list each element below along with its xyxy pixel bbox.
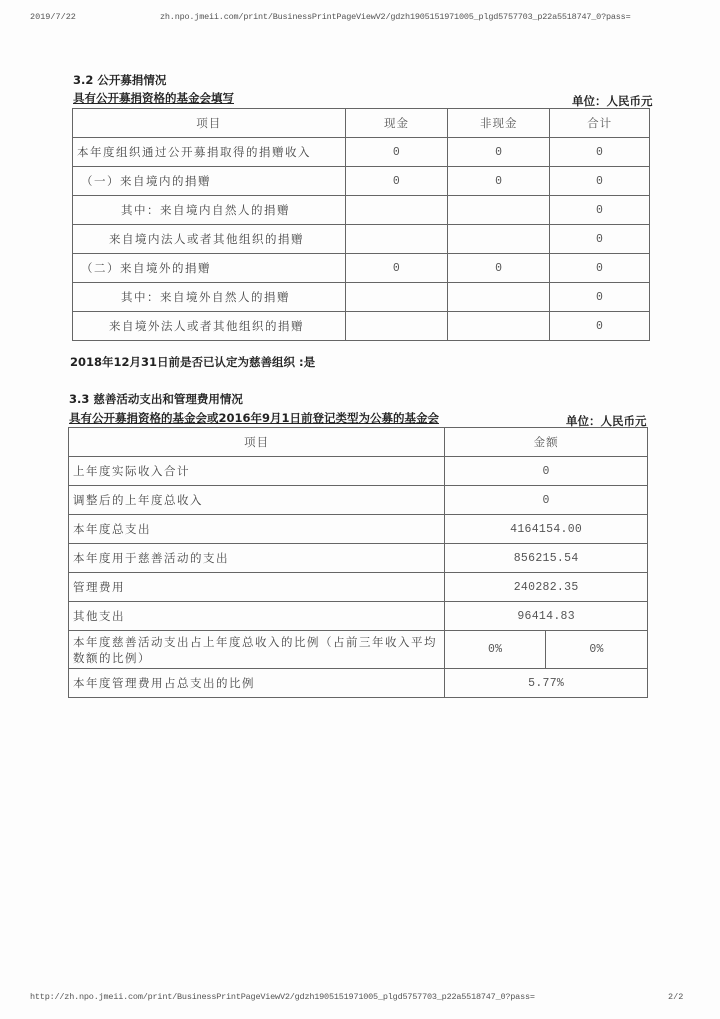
amount-value: 240282.35 bbox=[445, 573, 648, 602]
charity-expense-table bbox=[68, 427, 648, 698]
row-label: （二）来自境外的捐赠 bbox=[73, 254, 346, 283]
noncash-value bbox=[448, 196, 550, 225]
print-date: 2019/7/22 bbox=[30, 12, 76, 22]
cash-value bbox=[345, 225, 448, 254]
table-header-row bbox=[69, 428, 648, 457]
table-row bbox=[69, 515, 648, 544]
total-value: 0 bbox=[550, 138, 650, 167]
noncash-value: 0 bbox=[448, 254, 550, 283]
row-label: 上年度实际收入合计 bbox=[69, 457, 445, 486]
total-value: 0 bbox=[550, 312, 650, 341]
section-3-3-subtitle: 具有公开募捐资格的基金会或2016年9月1日前登记类型为公募的基金会 bbox=[69, 411, 440, 425]
row-label: 本年度总支出 bbox=[69, 515, 445, 544]
row-label: 管理费用 bbox=[69, 573, 445, 602]
amount-value: 5.77% bbox=[445, 669, 648, 698]
table-row bbox=[73, 283, 650, 312]
total-value: 0 bbox=[550, 196, 650, 225]
noncash-value bbox=[448, 312, 550, 341]
cash-value bbox=[345, 312, 448, 341]
column-header-cash: 现金 bbox=[345, 109, 448, 138]
row-label: 其中：来自境外自然人的捐赠 bbox=[73, 283, 346, 312]
table-row bbox=[69, 457, 648, 486]
table-row bbox=[73, 312, 650, 341]
page-number: 2/2 bbox=[668, 992, 684, 1002]
charity-certification-statement: 2018年12月31日前是否已认定为慈善组织 :是 bbox=[70, 355, 316, 369]
row-label: 来自境内法人或者其他组织的捐赠 bbox=[73, 225, 346, 254]
total-value: 0 bbox=[550, 225, 650, 254]
print-footer-url: http://zh.npo.jmeii.com/print/BusinessPrintPageViewV2/gdzh1905151971005_plgd5757703_p22a5518747_0?pass= bbox=[30, 992, 535, 1002]
amount-value: 96414.83 bbox=[445, 602, 648, 631]
table-row bbox=[73, 167, 650, 196]
noncash-value bbox=[448, 225, 550, 254]
column-header-total: 合计 bbox=[550, 109, 650, 138]
table-row bbox=[69, 602, 648, 631]
total-value: 0 bbox=[550, 283, 650, 312]
row-label: 来自境外法人或者其他组织的捐赠 bbox=[73, 312, 346, 341]
table-row bbox=[69, 669, 648, 698]
amount-value: 4164154.00 bbox=[445, 515, 648, 544]
row-label: （一）来自境内的捐赠 bbox=[73, 167, 346, 196]
cash-value bbox=[345, 283, 448, 312]
noncash-value: 0 bbox=[448, 167, 550, 196]
print-url: zh.npo.jmeii.com/print/BusinessPrintPageViewV2/gdzh1905151971005_plgd5757703_p22a5518747_0?pass= bbox=[160, 12, 631, 22]
cash-value: 0 bbox=[345, 138, 448, 167]
public-fundraising-table bbox=[72, 108, 650, 341]
ratio-value-three-year-avg: 0% bbox=[546, 631, 648, 669]
total-value: 0 bbox=[550, 254, 650, 283]
table-row bbox=[69, 544, 648, 573]
table-row bbox=[69, 573, 648, 602]
table-row bbox=[69, 486, 648, 515]
cash-value: 0 bbox=[345, 254, 448, 283]
section-3-2-subtitle: 具有公开募捐资格的基金会填写 bbox=[73, 91, 234, 105]
total-value: 0 bbox=[550, 167, 650, 196]
row-label: 本年度组织通过公开募捐取得的捐赠收入 bbox=[73, 138, 346, 167]
table-row bbox=[73, 254, 650, 283]
column-header-item: 项目 bbox=[73, 109, 346, 138]
row-label: 本年度用于慈善活动的支出 bbox=[69, 544, 445, 573]
amount-value: 0 bbox=[445, 457, 648, 486]
table-row bbox=[73, 196, 650, 225]
column-header-item: 项目 bbox=[69, 428, 445, 457]
column-header-amount: 金额 bbox=[445, 428, 648, 457]
noncash-value: 0 bbox=[448, 138, 550, 167]
table-row bbox=[73, 138, 650, 167]
section-3-3-unit: 单位：人民币元 bbox=[566, 414, 647, 428]
amount-value: 856215.54 bbox=[445, 544, 648, 573]
row-label: 本年度管理费用占总支出的比例 bbox=[69, 669, 445, 698]
noncash-value bbox=[448, 283, 550, 312]
section-3-2-unit: 单位：人民币元 bbox=[572, 94, 653, 108]
cash-value bbox=[345, 196, 448, 225]
table-header-row bbox=[73, 109, 650, 138]
table-row bbox=[73, 225, 650, 254]
print-header bbox=[0, 12, 720, 26]
ratio-row-label: 本年度慈善活动支出占上年度总收入的比例（占前三年收入平均数额的比例） bbox=[69, 631, 445, 669]
amount-value: 0 bbox=[445, 486, 648, 515]
section-3-2-title: 3.2 公开募捐情况 bbox=[73, 73, 167, 87]
section-3-3-title: 3.3 慈善活动支出和管理费用情况 bbox=[69, 392, 243, 406]
column-header-noncash: 非现金 bbox=[448, 109, 550, 138]
cash-value: 0 bbox=[345, 167, 448, 196]
row-label: 其中：来自境内自然人的捐赠 bbox=[73, 196, 346, 225]
row-label: 调整后的上年度总收入 bbox=[69, 486, 445, 515]
table-row bbox=[69, 631, 648, 669]
ratio-value-prev-year: 0% bbox=[445, 631, 546, 669]
row-label: 其他支出 bbox=[69, 602, 445, 631]
